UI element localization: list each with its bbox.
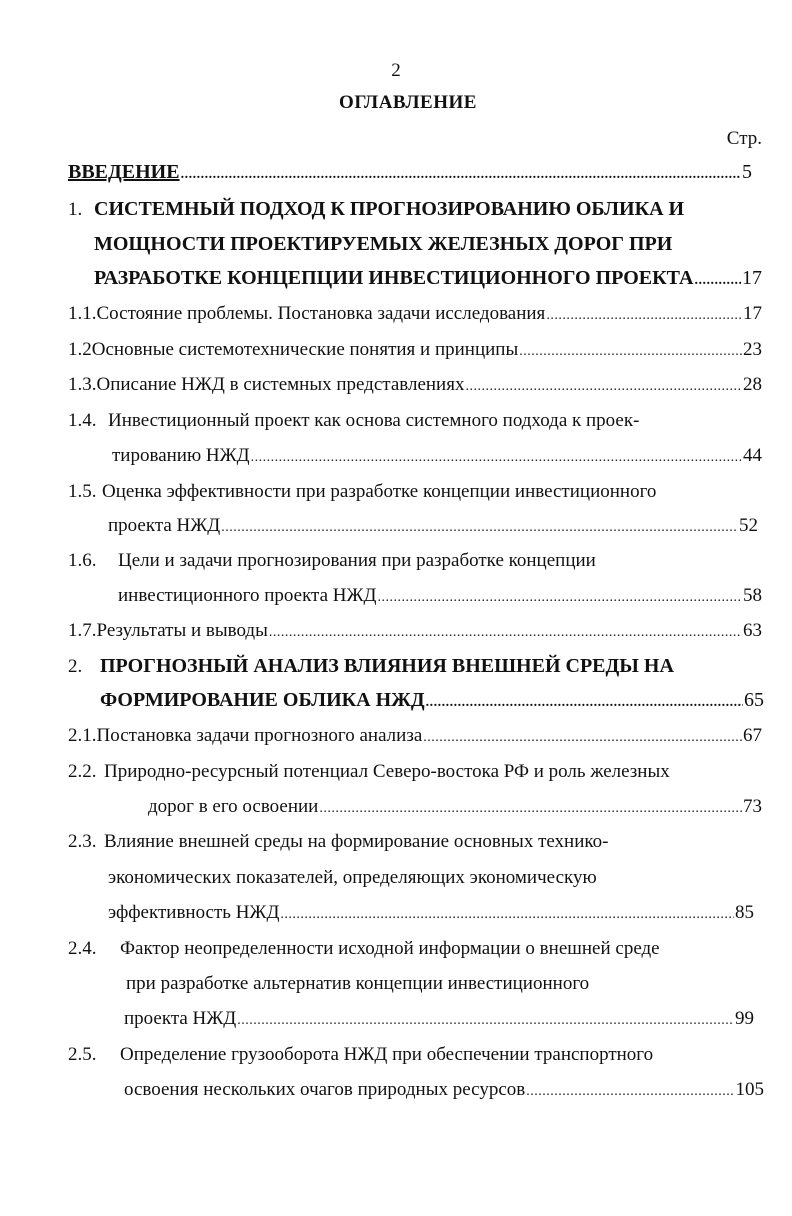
dot-leader [519,340,742,364]
toc-chapter-1-line-3 [94,266,762,293]
page-column-label: Стр. [726,128,762,149]
dot-leader [280,903,734,927]
toc-chapter-title: МОЩНОСТИ ПРОЕКТИРУЕМЫХ ЖЕЛЕЗНЫХ ДОРОГ ПРИ [94,233,673,255]
toc-section-2-1 [68,724,762,750]
toc-page-number: 23 [743,339,762,360]
toc-section-number: 1.5. [68,481,97,502]
toc-entry-text: ВВЕДЕНИЕ [68,161,180,183]
toc-section-1-5-line-2 [108,514,758,540]
dot-leader [546,304,742,328]
toc-page-number: 99 [735,1008,754,1029]
toc-section-title: проекта НЖД [124,1008,237,1029]
toc-section-number: 1.3. [68,374,97,395]
dot-leader [426,691,743,715]
toc-section-1-4-line-2 [112,444,762,470]
toc-section-title: Определение грузооборота НЖД при обеспечении транспортного [120,1044,654,1065]
toc-section-number: 2.4. [68,938,97,959]
toc-section-2-4-line-1 [68,937,762,961]
dot-leader [465,375,742,399]
toc-chapter-title: РАЗРАБОТКЕ КОНЦЕПЦИИ ИНВЕСТИЦИОННОГО ПРОЕКТА [94,267,694,289]
toc-section-title: дорог в его освоении [148,796,319,817]
toc-section-number: 1.2 [68,339,92,360]
dot-leader [237,1009,734,1033]
toc-chapter-number: 2. [68,656,83,677]
toc-section-number: 2.1. [68,725,97,746]
toc-section-2-3-line-2 [108,866,762,890]
dot-leader [319,797,742,821]
toc-title: ОГЛАВЛЕНИЕ [339,92,477,113]
toc-section-title: инвестиционного проекта НЖД [118,585,377,606]
page-number: 2 [391,60,401,81]
toc-chapter-1-line-2 [94,232,752,256]
toc-section-title: Природно-ресурсный потенциал Северо-востока РФ и роль железных [104,761,670,782]
toc-page-number: 52 [739,515,758,536]
toc-section-2-4-line-2 [126,972,762,996]
toc-section-2-2-line-2 [148,795,762,821]
toc-section-title: Состояние проблемы. Постановка задачи исследования [96,303,546,324]
toc-section-title: Основные системотехнические понятия и принципы [91,339,519,360]
toc-page-number: 17 [743,303,762,324]
toc-page-number: 73 [743,796,762,817]
toc-section-1-6-line-2 [118,584,762,610]
toc-section-2-5-line-2 [124,1078,764,1104]
toc-section-title: Оценка эффективности при разработке концепции инвестиционного [102,481,657,502]
toc-chapter-number: 1. [68,199,83,220]
toc-page-number: 105 [735,1079,764,1100]
toc-chapter-title: ПРОГНОЗНЫЙ АНАЛИЗ ВЛИЯНИЯ ВНЕШНЕЙ СРЕДЫ НА [100,655,674,677]
toc-section-title: проекта НЖД [108,515,221,536]
toc-page-number: 65 [744,689,764,711]
toc-entry-intro [68,160,752,187]
toc-section-1-2 [68,338,762,364]
toc-section-title: Цели и задачи прогнозирования при разработке концепции [118,550,596,571]
toc-section-1-6-line-1 [68,549,762,573]
toc-chapter-2-line-2 [100,688,764,715]
toc-section-title: Постановка задачи прогнозного анализа [96,725,423,746]
toc-section-title: эффективность НЖД [108,902,280,923]
toc-chapter-title: ФОРМИРОВАНИЕ ОБЛИКА НЖД [100,689,425,711]
toc-section-2-4-line-3 [124,1007,754,1033]
dot-leader [694,269,741,293]
toc-section-title: Влияние внешней среды на формирование основных технико- [104,831,609,852]
toc-section-title: Фактор неопределенности исходной информации о внешней среде [120,938,660,959]
toc-section-number: 2.5. [68,1044,97,1065]
toc-section-number: 1.6. [68,550,97,571]
toc-section-title: экономических показателей, определяющих экономическую [108,867,597,888]
toc-section-number: 2.2. [68,761,97,782]
toc-section-1-4-line-1 [68,409,762,433]
toc-section-title: освоения нескольких очагов природных ресурсов [124,1079,526,1100]
dot-leader [251,446,742,470]
toc-section-title: Описание НЖД в системных представлениях [96,374,465,395]
toc-page-number: 85 [735,902,754,923]
toc-section-title: при разработке альтернатив концепции инвестиционного [126,973,590,994]
toc-section-2-2-line-1 [68,760,762,784]
toc-section-1-1 [68,302,762,328]
dot-leader [181,163,741,187]
toc-page-number: 44 [743,445,762,466]
toc-section-number: 2.3. [68,831,97,852]
toc-section-title: тированию НЖД [112,445,250,466]
dot-leader [526,1080,734,1104]
toc-chapter-title: СИСТЕМНЫЙ ПОДХОД К ПРОГНОЗИРОВАНИЮ ОБЛИКА И [94,198,685,220]
toc-section-number: 1.1. [68,303,97,324]
toc-section-2-3-line-3 [108,901,754,927]
dot-leader [221,516,738,540]
dot-leader [378,586,743,610]
toc-page-number: 5 [742,161,752,183]
toc-section-title: Инвестиционный проект как основа системного подхода к проек- [108,410,640,431]
toc-section-2-5-line-1 [68,1043,762,1067]
toc-section-1-5-line-1 [68,480,762,504]
dot-leader [269,621,742,645]
toc-page-number: 58 [743,585,762,606]
toc-chapter-1-line-1 [68,197,752,222]
toc-page-number: 28 [743,374,762,395]
toc-section-title: Результаты и выводы [96,620,268,641]
toc-section-number: 1.7. [68,620,97,641]
toc-section-2-3-line-1 [68,830,762,854]
toc-section-1-7 [68,619,762,645]
toc-page-number: 17 [742,267,762,289]
toc-page-number: 63 [743,620,762,641]
toc-section-number: 1.4. [68,410,97,431]
toc-chapter-2-line-1 [68,654,762,679]
toc-page-number: 67 [743,725,762,746]
dot-leader [423,726,742,750]
toc-section-1-3 [68,373,762,399]
